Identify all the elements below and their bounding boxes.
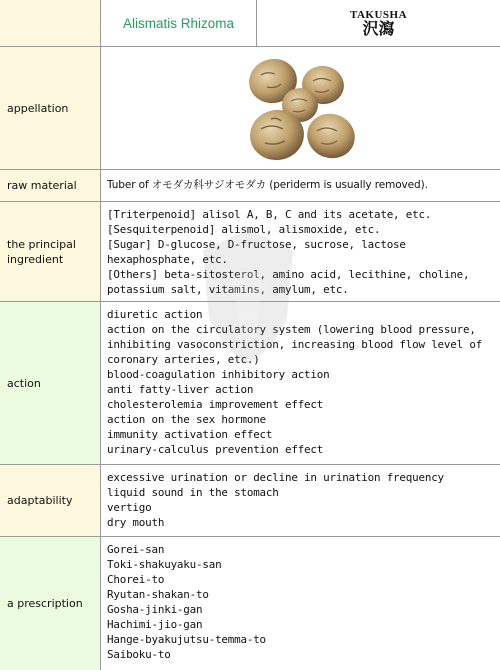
action-line: diuretic action xyxy=(107,308,203,321)
principal-label-line-2: ingredient xyxy=(7,252,64,266)
raw-material-text: Tuber of オモダカ科サジオモダカ (periderm is usually removed). xyxy=(107,179,428,191)
adaptability-label: adaptability xyxy=(0,465,101,536)
adaptability-line: vertigo xyxy=(107,501,152,514)
prescription-label: a prescription xyxy=(0,537,101,670)
principal-ingredient-row xyxy=(0,202,500,302)
adaptability-cell xyxy=(101,465,500,536)
prescription-item: Hachimi-jio-gan xyxy=(107,618,203,631)
action-line: immunity activation effect xyxy=(107,428,273,441)
principal-line: hexaphosphate, etc. xyxy=(107,253,228,266)
appellation-row xyxy=(0,47,500,170)
adaptability-line: dry mouth xyxy=(107,516,165,529)
action-label: action xyxy=(0,302,101,464)
principal-label-line-1: the principal xyxy=(7,237,76,251)
action-line: inhibiting vasoconstriction, increasing blood flow level of xyxy=(107,338,483,351)
prescription-item: Gosha-jinki-gan xyxy=(107,603,203,616)
principal-line: [Sesquiterpenoid] alismol, alismoxide, etc. xyxy=(107,223,381,236)
action-line: action on the circulatory system (lowering blood pressure, xyxy=(107,323,476,336)
action-line: anti fatty-liver action xyxy=(107,383,254,396)
title-corner-cell xyxy=(0,0,101,46)
kanji-name: 沢瀉 xyxy=(362,21,395,38)
prescription-row xyxy=(0,537,500,670)
raw-material-cell xyxy=(101,170,500,201)
appellation-image-cell xyxy=(101,47,500,169)
action-line: blood-coagulation inhibitory action xyxy=(107,368,330,381)
prescription-item: Hange-byakujutsu-temma-to xyxy=(107,633,266,646)
action-line: action on the sex hormone xyxy=(107,413,266,426)
action-line: urinary-calculus prevention effect xyxy=(107,443,324,456)
title-row xyxy=(0,0,500,47)
principal-line: [Sugar] D-glucose, D-fructose, sucrose, lactose xyxy=(107,238,406,251)
principal-line: potassium salt, vitamins, amylum, etc. xyxy=(107,283,349,296)
principal-ingredient-cell xyxy=(101,202,500,301)
japanese-name xyxy=(257,0,500,46)
prescription-item: Chorei-to xyxy=(107,573,165,586)
tuber-photo xyxy=(101,47,500,168)
principal-line: [Triterpenoid] alisol A, B, C and its acetate, etc. xyxy=(107,208,432,221)
prescription-item: Ryutan-shakan-to xyxy=(107,588,209,601)
appellation-label: appellation xyxy=(0,47,101,169)
principal-line: [Others] beta-sitosterol, amino acid, lecithine, choline, xyxy=(107,268,470,281)
principal-ingredient-label xyxy=(0,202,101,301)
latin-name: Alismatis Rhizoma xyxy=(101,0,257,46)
romaji-name: TAKUSHA xyxy=(349,9,408,21)
action-line: coronary arteries, etc.) xyxy=(107,353,260,366)
prescription-cell xyxy=(101,537,500,670)
prescription-item: Gorei-san xyxy=(107,543,165,556)
adaptability-line: liquid sound in the stomach xyxy=(107,486,279,499)
adaptability-row xyxy=(0,465,500,537)
action-line: cholesterolemia improvement effect xyxy=(107,398,324,411)
action-cell xyxy=(101,302,500,464)
action-row xyxy=(0,302,500,465)
prescription-item: Toki-shakuyaku-san xyxy=(107,558,222,571)
raw-material-row xyxy=(0,170,500,202)
raw-material-label: raw material xyxy=(0,170,101,201)
prescription-item: Saiboku-to xyxy=(107,648,171,661)
adaptability-line: excessive urination or decline in urination frequency xyxy=(107,471,444,484)
